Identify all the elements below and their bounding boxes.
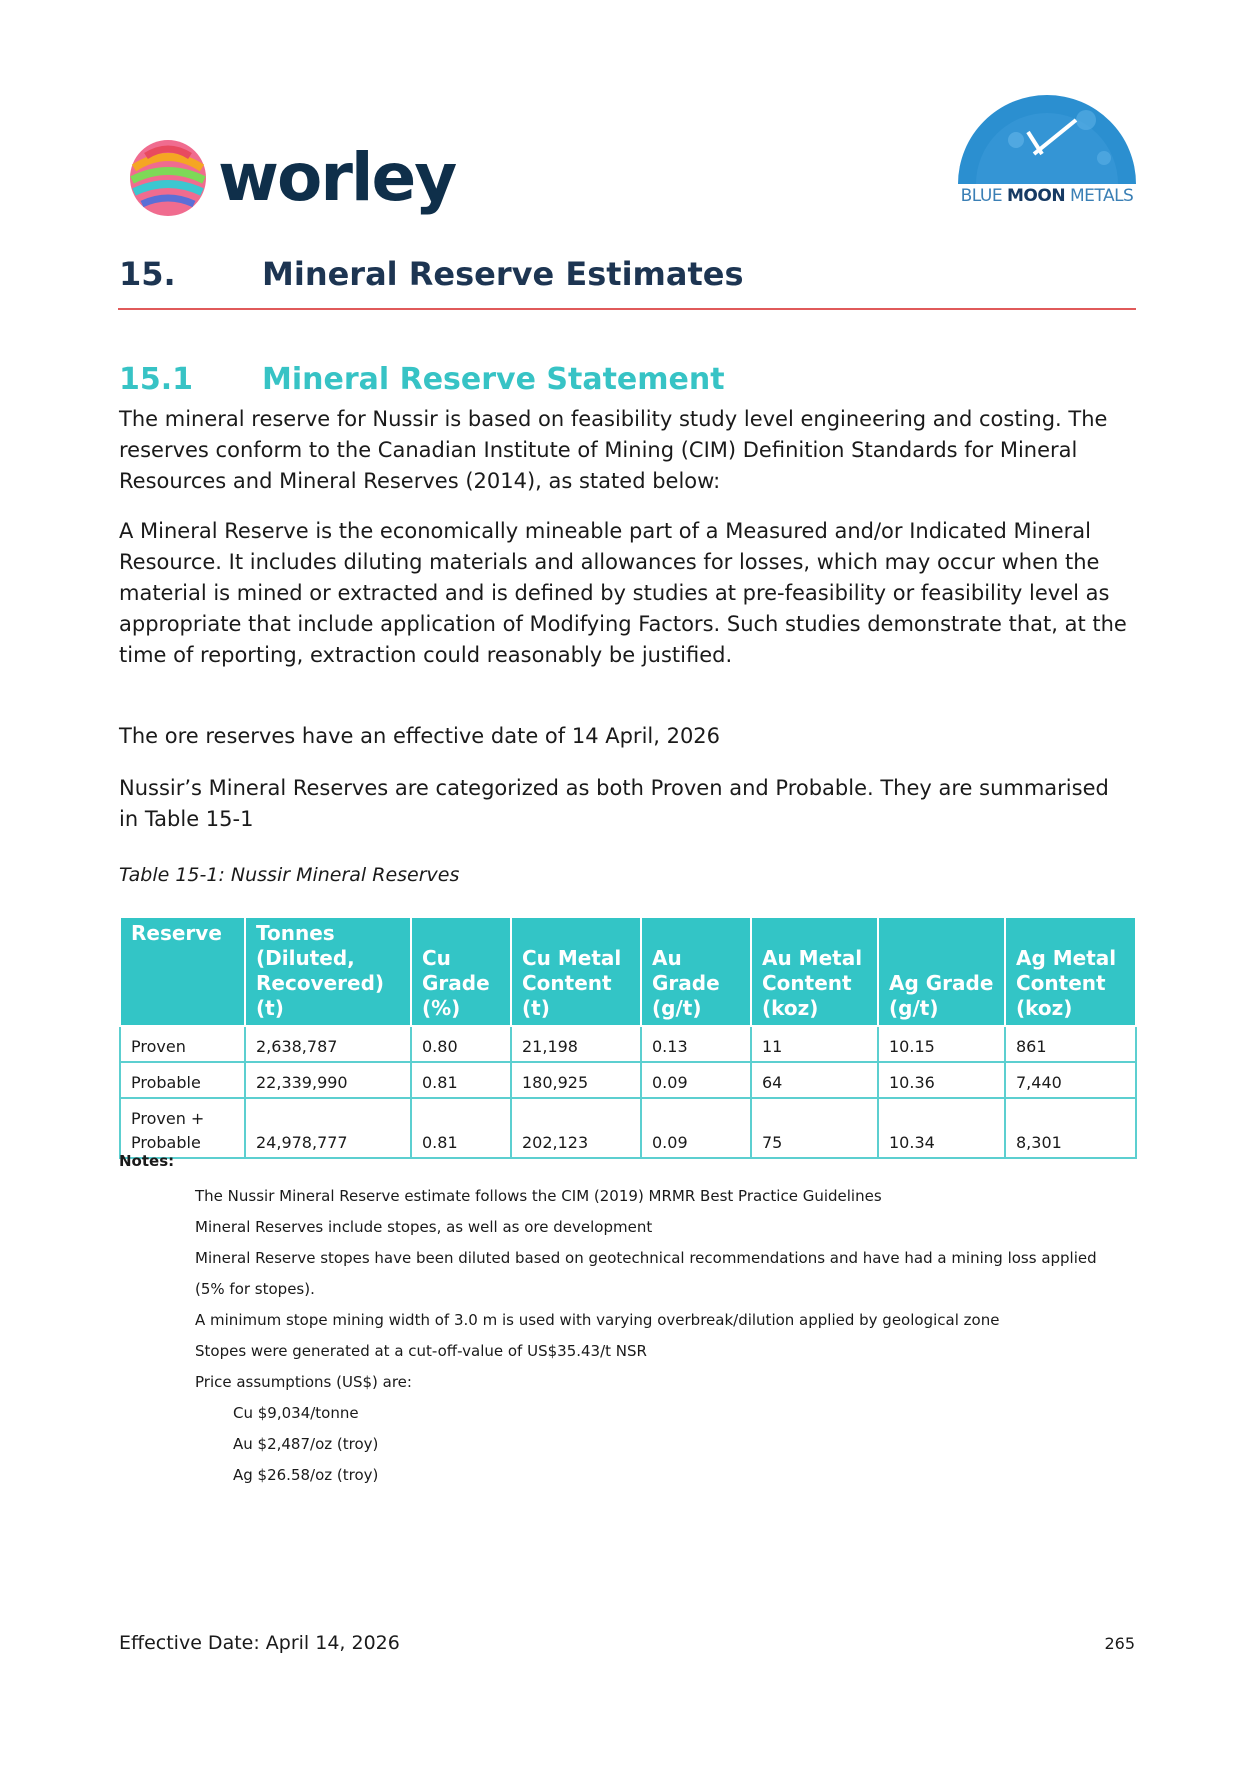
table-cell: 22,339,990	[245, 1062, 411, 1098]
blue-moon-metals-wordmark	[946, 186, 1148, 206]
bm-word-moon: MOON	[1007, 186, 1066, 206]
header-cell: Reserve	[120, 917, 245, 1026]
worley-logo	[128, 138, 455, 218]
header-cell: Au Grade (g/t)	[641, 917, 751, 1026]
heading-divider	[118, 308, 1136, 310]
header-cell: Ag Grade (g/t)	[878, 917, 1005, 1026]
note-item: The Nussir Mineral Reserve estimate follows the CIM (2019) MRMR Best Practice Guidelines	[195, 1187, 882, 1205]
table-row	[120, 1062, 1136, 1098]
table-cell: 861	[1005, 1026, 1136, 1062]
table-header-row	[120, 917, 1136, 1026]
table-cell: 64	[751, 1062, 878, 1098]
note-item: Price assumptions (US$) are:	[195, 1373, 412, 1391]
note-item: A minimum stope mining width of 3.0 m is used with varying overbreak/dilution applied by geological zone	[195, 1311, 1000, 1329]
table-caption: Table 15-1: Nussir Mineral Reserves	[119, 864, 460, 886]
table-cell: 8,301	[1005, 1098, 1136, 1158]
footer-effective-date: Effective Date: April 14, 2026	[119, 1632, 400, 1654]
notes-list	[195, 1181, 1125, 1491]
notes-label: Notes:	[119, 1152, 175, 1170]
table-cell: Proven	[120, 1026, 245, 1062]
table-cell: 7,440	[1005, 1062, 1136, 1098]
table-cell: 2,638,787	[245, 1026, 411, 1062]
table-cell: 10.34	[878, 1098, 1005, 1158]
table-cell: 180,925	[511, 1062, 641, 1098]
table-cell: 0.13	[641, 1026, 751, 1062]
table-row	[120, 1026, 1136, 1062]
table-cell: 0.80	[411, 1026, 511, 1062]
table-cell: 0.09	[641, 1098, 751, 1158]
header-cell: Tonnes (Diluted, Recovered) (t)	[245, 917, 411, 1026]
table-cell: 24,978,777	[245, 1098, 411, 1158]
price-item: Au $2,487/oz (troy)	[233, 1435, 379, 1453]
paragraph-effective-date: The ore reserves have an effective date of 14 April, 2026	[119, 724, 721, 748]
paragraph-categories: Nussir’s Mineral Reserves are categorized as both Proven and Probable. They are summarised in Table 15-1	[119, 776, 1109, 831]
price-item: Cu $9,034/tonne	[233, 1404, 359, 1422]
subsection-title: Mineral Reserve Statement	[262, 362, 725, 397]
section-title: Mineral Reserve Estimates	[262, 255, 744, 293]
moon-icon	[946, 80, 1148, 184]
table-cell: 0.09	[641, 1062, 751, 1098]
table-cell: 10.36	[878, 1062, 1005, 1098]
table-cell: 75	[751, 1098, 878, 1158]
blue-moon-metals-logo	[946, 80, 1148, 210]
subsection-heading	[119, 362, 725, 397]
bm-word-metals: METALS	[1069, 186, 1134, 206]
header-cell: Au Metal Content (koz)	[751, 917, 878, 1026]
section-heading	[119, 255, 744, 293]
header-cell: Ag Metal Content (koz)	[1005, 917, 1136, 1026]
bm-word-blue: BLUE	[960, 186, 1003, 206]
header-cell: Cu Metal Content (t)	[511, 917, 641, 1026]
table-row	[120, 1098, 1136, 1158]
note-item: Mineral Reserves include stopes, as well as ore development	[195, 1218, 653, 1236]
table-cell: Probable	[120, 1062, 245, 1098]
table-cell: 202,123	[511, 1098, 641, 1158]
note-item: Mineral Reserve stopes have been diluted based on geotechnical recommendations and have had a mining loss applied (5% for stopes).	[195, 1249, 1097, 1298]
section-number: 15.	[119, 255, 176, 293]
table-cell: 11	[751, 1026, 878, 1062]
table-cell: Proven + Probable	[120, 1098, 245, 1158]
header-cell: Cu Grade (%)	[411, 917, 511, 1026]
table-cell: 10.15	[878, 1026, 1005, 1062]
note-item: Stopes were generated at a cut-off-value of US$35.43/t NSR	[195, 1342, 647, 1360]
subsection-number: 15.1	[119, 362, 194, 397]
paragraph-intro: The mineral reserve for Nussir is based on feasibility study level engineering and costing. The reserves conform to the Canadian Institute of Mining (CIM) Definition Standards for Mineral Resources and Mineral Reserves (2014), as stated below:	[119, 407, 1108, 493]
page-number: 265	[1104, 1634, 1135, 1653]
table-cell: 0.81	[411, 1062, 511, 1098]
worley-swirl-icon	[128, 138, 208, 218]
worley-wordmark: worley	[218, 139, 456, 216]
price-item: Ag $26.58/oz (troy)	[233, 1466, 379, 1484]
mineral-reserves-table	[119, 916, 1137, 1159]
paragraph-definition: A Mineral Reserve is the economically mineable part of a Measured and/or Indicated Mineral Resource. It includes diluting materials and allowances for losses, which may occur when the material is mined or extracted and is defined by studies at pre-feasibility or feasibility level as appropriate that include application of Modifying Factors. Such studies demonstrate that, at the time of reporting, extraction could reasonably be justified.	[119, 519, 1127, 667]
table-cell: 0.81	[411, 1098, 511, 1158]
table-cell: 21,198	[511, 1026, 641, 1062]
